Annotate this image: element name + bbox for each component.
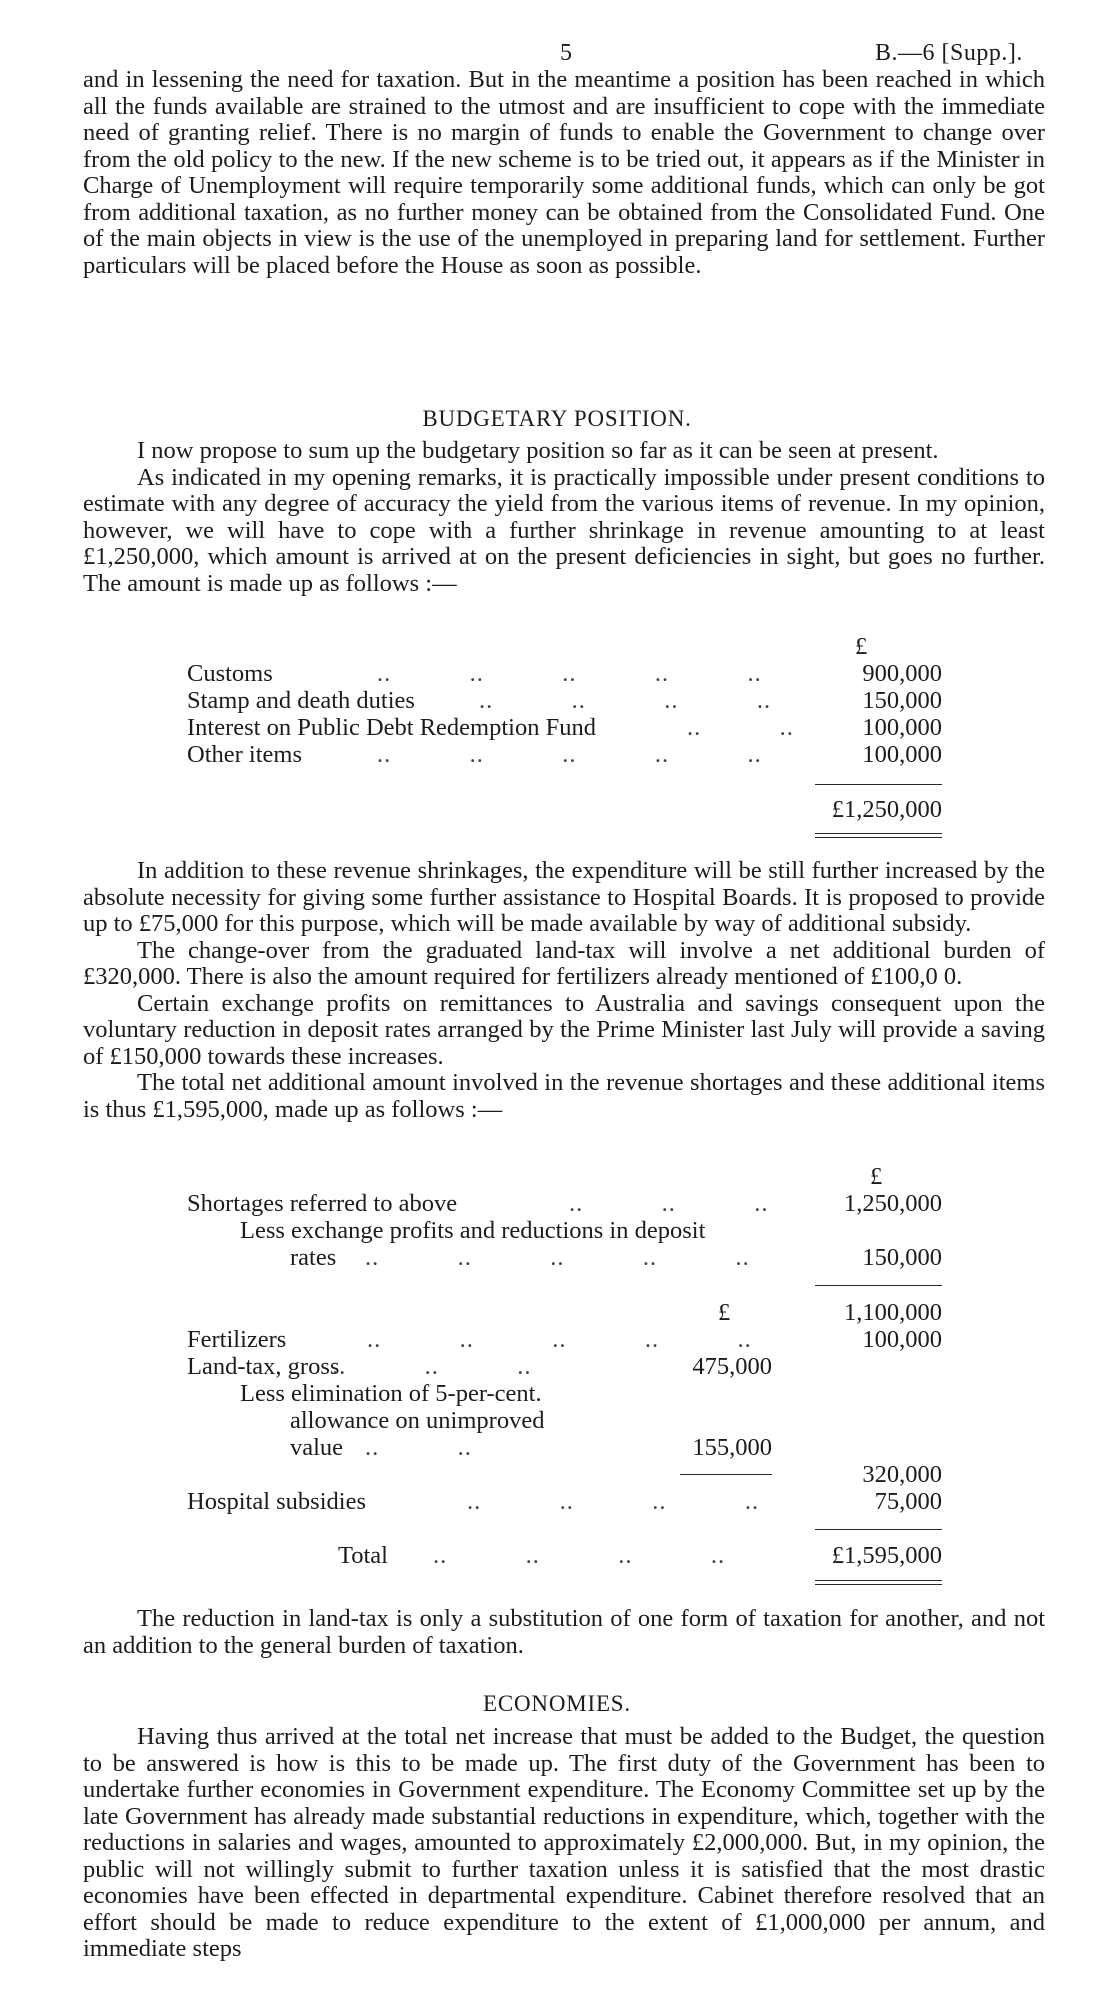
less-exchange-amount: 150,000 <box>862 1244 942 1271</box>
table2-double-rule <box>815 1580 942 1581</box>
economies-section <box>83 1724 1045 1963</box>
subtotal-row <box>787 1299 942 1326</box>
table-row: value .. .. 155,000 <box>290 1434 772 1461</box>
table-row: Land-tax, gross .. .. .. 475,000 <box>187 1353 772 1380</box>
budgetary-paragraph-3: In addition to these revenue shrinkages, the expenditure will be still further increased by the absolute necessity for giving some further assistance to Hospital Boards. It is proposed to provide up to £75,000 for this purpose, which will be made available by way of additional subsidy. <box>83 857 1045 937</box>
table-row: Stamp and death duties .. .. .. .. 150,000 <box>187 687 942 714</box>
landtax-gross-amount: 475,000 <box>692 1353 772 1380</box>
total-amount: £1,595,000 <box>831 1542 942 1569</box>
table1-rule <box>815 784 942 785</box>
fertilizers-label: Fertilizers <box>187 1326 287 1353</box>
landtax-rule <box>680 1474 772 1475</box>
table2-rule-1 <box>815 1285 942 1286</box>
less-elimination-line3: value <box>290 1434 344 1461</box>
table2-currency: £ <box>870 1163 883 1190</box>
total-label: Total <box>338 1542 388 1569</box>
budgetary-intro <box>83 438 1045 597</box>
table2-inner-currency: £ <box>718 1299 731 1326</box>
budgetary-paragraph-2: As indicated in my opening remarks, it is practically impossible under present conditions to estimate with any degree of accuracy the yield from the various items of revenue. In my opinion, however, we will have to cope with a further shrinkage in revenue amounting to at least £1,250,000, which amount is arrived at on the present deficiencies in sight, but goes no further. The amount is made up as follows :— <box>83 463 1045 597</box>
hospital-label: Hospital subsidies <box>187 1488 366 1515</box>
row-amount: 100,000 <box>862 741 942 768</box>
budgetary-paragraph-6: The total net additional amount involved in the revenue shortages and these additional items is thus £1,595,000, made up as follows :— <box>83 1069 1045 1123</box>
page-number: 5 <box>560 40 572 66</box>
hospital-amount: 75,000 <box>874 1488 942 1515</box>
subtotal-amount: 1,100,000 <box>844 1299 942 1326</box>
fertilizers-amount: 100,000 <box>862 1326 942 1353</box>
table-row <box>240 1217 840 1244</box>
budgetary-continued <box>83 858 1045 1123</box>
less-elimination-amount: 155,000 <box>692 1434 772 1461</box>
table-row <box>290 1407 690 1434</box>
table1-currency: £ <box>855 633 868 660</box>
table-row: Hospital subsidies .. .. .. .. 75,000 <box>187 1488 942 1515</box>
table-row: Shortages referred to above .. .. .. 1,250,000 <box>187 1190 942 1217</box>
budgetary-paragraph-1: I now propose to sum up the budgetary position so far as it can be seen at present. <box>137 437 939 464</box>
shortages-label: Shortages referred to above <box>187 1190 458 1217</box>
less-elimination-line1: Less elimination of 5-per-cent. <box>240 1380 542 1407</box>
table2-rule-2 <box>815 1529 942 1530</box>
landtax-note-paragraph: The reduction in land-tax is only a substitution of one form of taxation for another, and not an addition to the general burden of taxation. <box>83 1605 1045 1659</box>
table1-total-row <box>787 796 942 823</box>
row-label: Customs <box>187 660 273 687</box>
less-elimination-line2: allowance on unimproved <box>290 1407 545 1434</box>
table-row: rates .. .. .. .. .. 150,000 <box>290 1244 942 1271</box>
budgetary-heading: BUDGETARY POSITION. <box>422 406 692 431</box>
table-row: Interest on Public Debt Redemption Fund .. .. 100,000 <box>187 714 942 741</box>
table-row: Customs .. .. .. .. .. 900,000 <box>187 660 942 687</box>
shortages-amount: 1,250,000 <box>844 1190 942 1217</box>
row-label: Interest on Public Debt Redemption Fund <box>187 714 596 741</box>
landtax-note <box>83 1606 1045 1659</box>
row-amount: 100,000 <box>862 714 942 741</box>
less-exchange-line2: rates <box>290 1244 337 1271</box>
intro-section <box>83 67 1045 279</box>
less-exchange-line1: Less exchange profits and reductions in deposit <box>240 1217 706 1244</box>
table-row <box>240 1380 640 1407</box>
table-row: Fertilizers .. .. .. .. .. 100,000 <box>187 1326 942 1353</box>
document-reference: B.—6 [Supp.]. <box>875 40 1023 66</box>
row-amount: 150,000 <box>862 687 942 714</box>
total-row: Total .. .. .. .. £1,595,000 <box>338 1542 942 1569</box>
row-label: Stamp and death duties <box>187 687 415 714</box>
landtax-net-row <box>787 1461 942 1488</box>
economies-paragraph: Having thus arrived at the total net increase that must be added to the Budget, the question to be answered is how is this to be made up. The first duty of the Government has been to undertake further economies in Government expenditure. The Economy Committee set up by the late Government has already made substantial reductions in expenditure, which, together with the reductions in salaries and wages, amounted to approximately £2,000,000. But, in my opinion, the public will not willingly submit to further taxation unless it is satisfied that the most drastic economies have been effected in departmental expenditure. Cabinet therefore resolved that an effort should be made to reduce expenditure to the extent of £1,000,000 per annum, and immediate steps <box>83 1723 1045 1962</box>
table1-total: £1,250,000 <box>831 796 942 823</box>
budgetary-paragraph-5: Certain exchange profits on remittances to Australia and savings consequent upon the voluntary reduction in deposit rates arranged by the Prime Minister last July will provide a saving of £150,000 towards these increases. <box>83 989 1045 1070</box>
landtax-net-amount: 320,000 <box>862 1461 942 1488</box>
intro-paragraph: and in lessening the need for taxation. But in the meantime a position has been reached in which all the funds available are strained to the utmost and are insufficient to cope with the immediate need of granting relief. There is no margin of funds to enable the Government to change over from the old policy to the new. If the new scheme is to be tried out, it appears as if the Minister in Charge of Unemployment will require temporarily some additional funds, which can only be got from additional taxation, as no further money can be obtained from the Consolidated Fund. One of the main objects in view is the use of the unemployed in preparing land for settlement. Further particulars will be placed before the House as soon as possible. <box>83 66 1045 279</box>
table1-double-rule <box>815 833 942 834</box>
table-row: Other items .. .. .. .. .. 100,000 <box>187 741 942 768</box>
row-label: Other items <box>187 741 302 768</box>
budgetary-paragraph-4: The change-over from the graduated land-tax will involve a net additional burden of £320,000. There is also the amount required for fertilizers already mentioned of £100,0 0. <box>83 936 1045 990</box>
economies-heading: ECONOMIES. <box>483 1691 631 1716</box>
landtax-label: Land-tax, gross <box>187 1353 340 1380</box>
row-amount: 900,000 <box>862 660 942 687</box>
